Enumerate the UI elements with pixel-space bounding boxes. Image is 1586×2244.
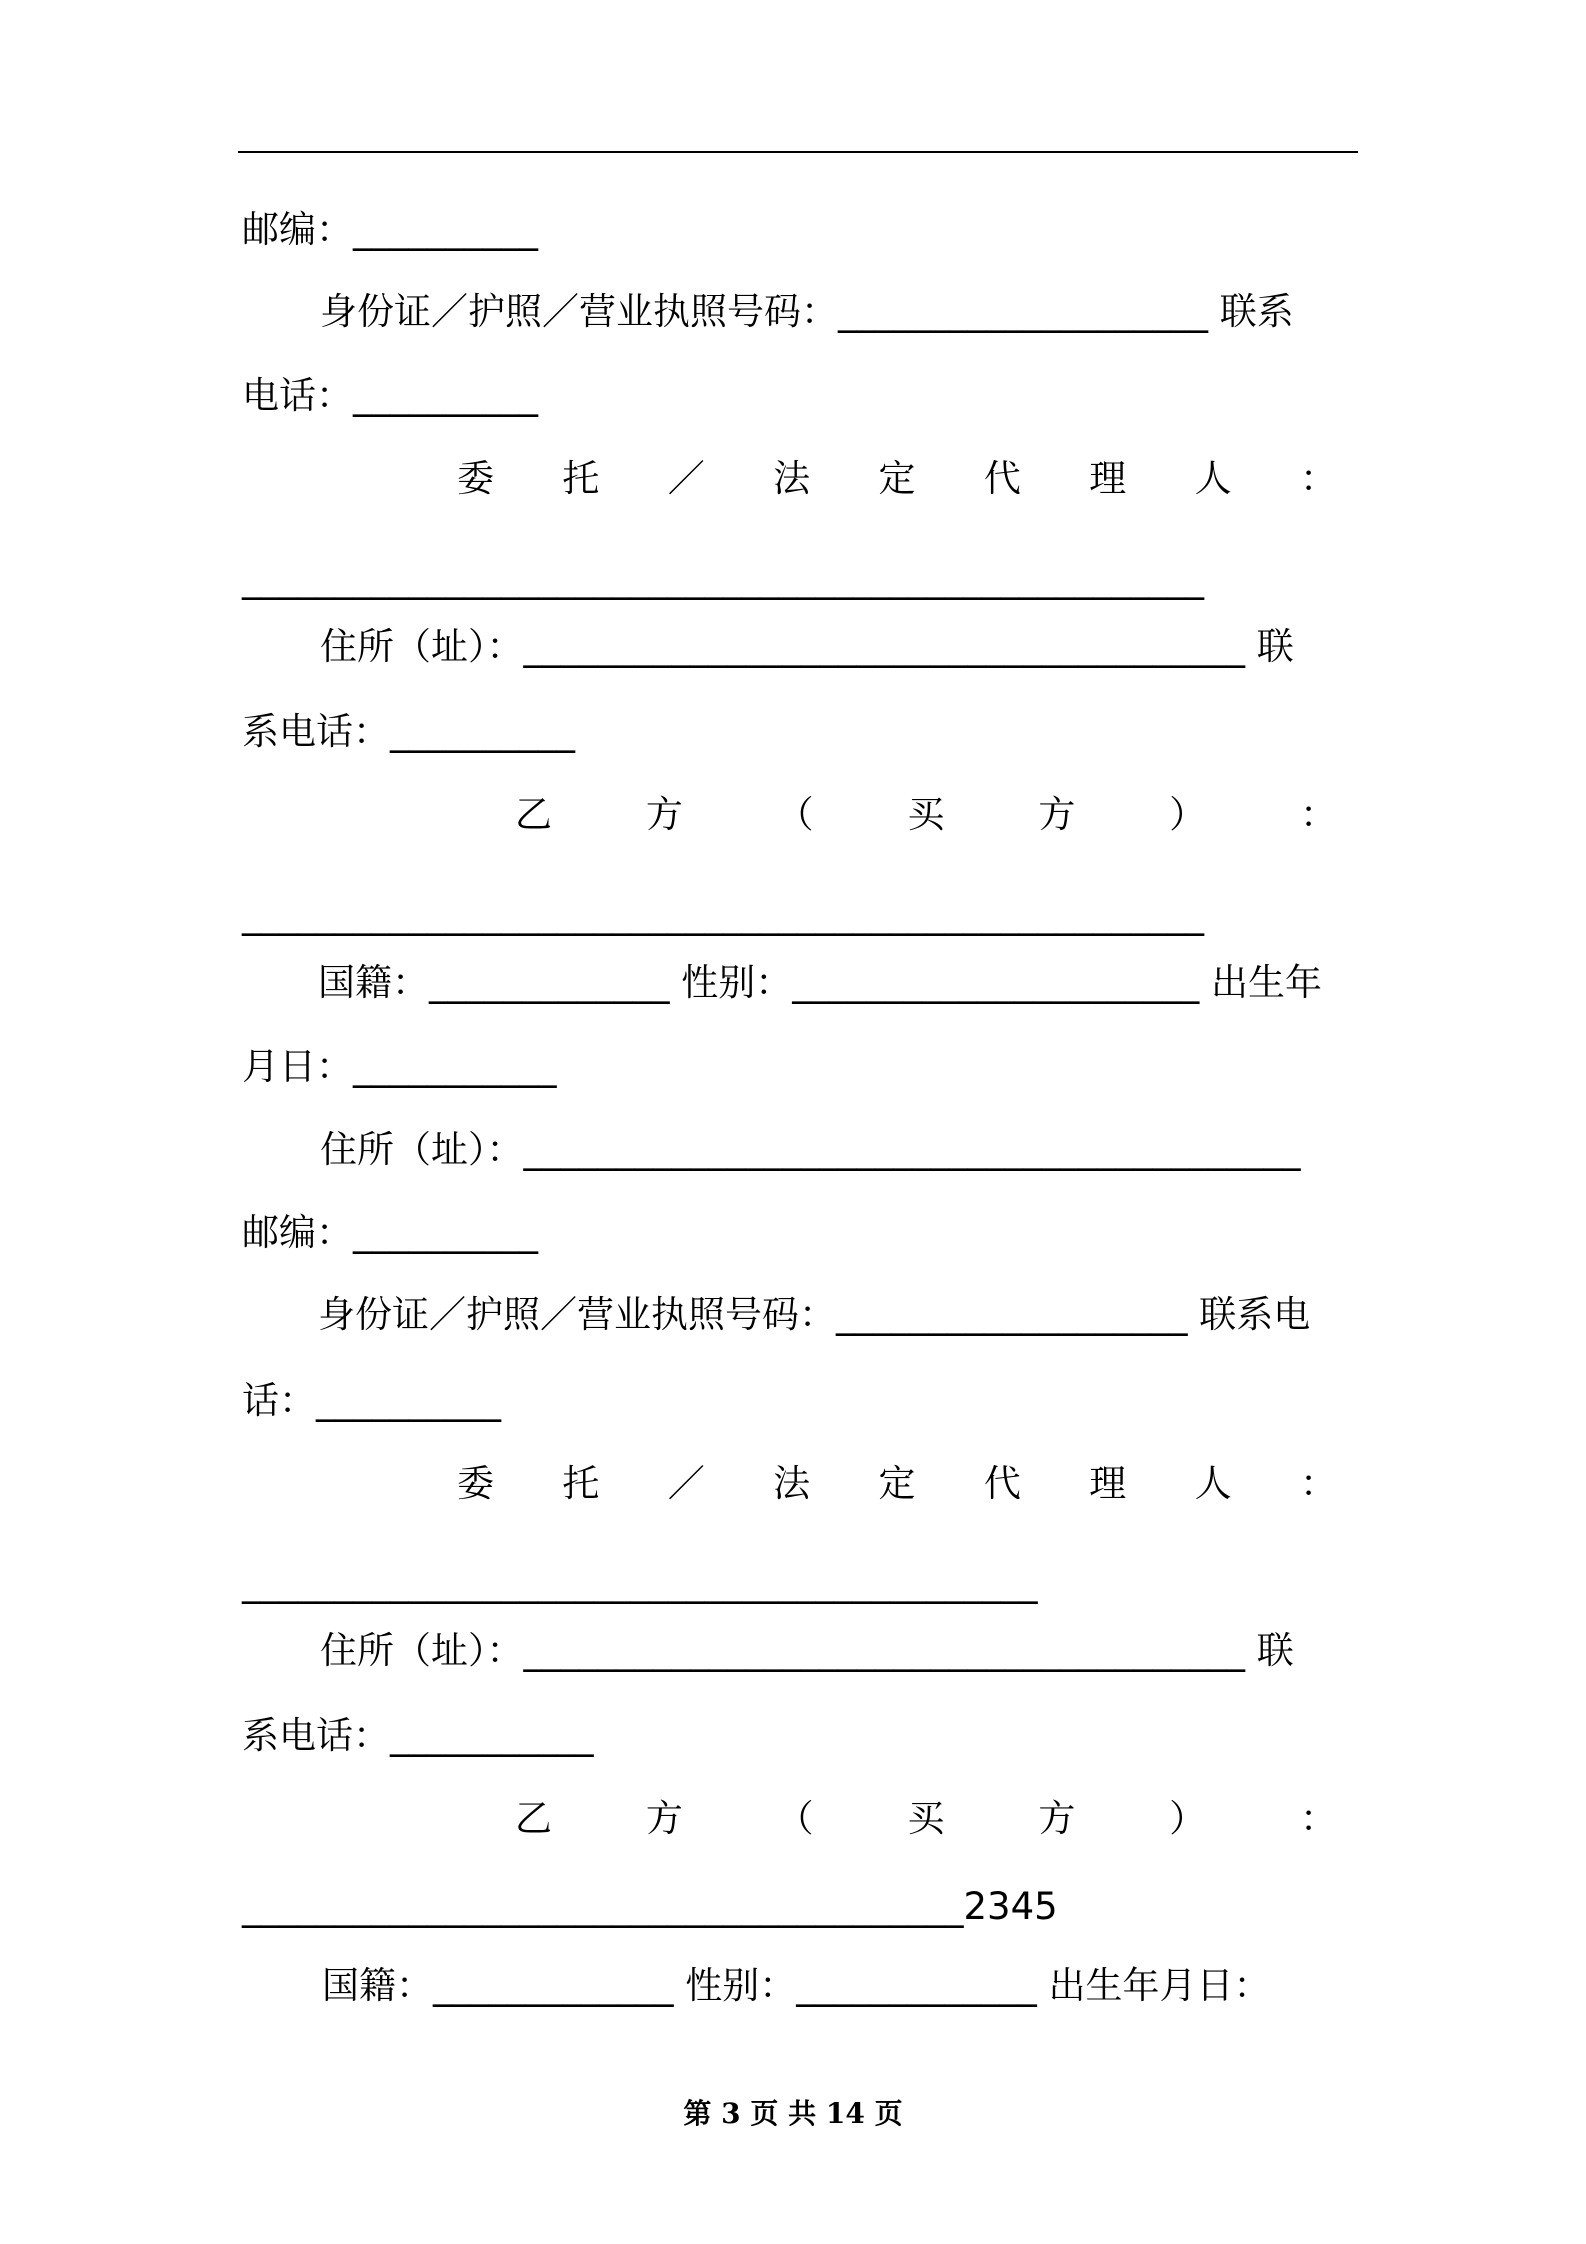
agent-name-blank: ___________________________________________ bbox=[242, 1561, 1038, 1604]
buyer-heading-char: ） bbox=[1169, 1797, 1207, 1840]
agent-heading-char: 代 bbox=[983, 457, 1021, 500]
buyer-name-blank: ____________________________________________________ bbox=[242, 893, 1204, 936]
birthdate-line: 月日：___________ bbox=[242, 1045, 557, 1088]
phone-line: 电话：__________ bbox=[242, 374, 538, 417]
agent-heading-char: 人 bbox=[1194, 1462, 1232, 1505]
agent-heading-char: 定 bbox=[878, 457, 916, 500]
agent-heading-char: 委 bbox=[457, 457, 494, 500]
buyer-name-blank: _______________________________________2345 bbox=[242, 1885, 1058, 1928]
nationality-line: 国籍：_____________ 性别：______________________ 出生年 bbox=[318, 961, 1323, 1004]
agent-heading-char: 定 bbox=[878, 1462, 916, 1505]
buyer-heading-char: 方 bbox=[1038, 793, 1076, 836]
agent-heading-char: ： bbox=[1300, 1462, 1337, 1505]
buyer-heading bbox=[515, 1796, 1337, 1842]
postcode-line: 邮编：__________ bbox=[242, 208, 538, 251]
agent-heading-char: 托 bbox=[562, 457, 600, 500]
buyer-heading bbox=[515, 792, 1337, 838]
agent-heading bbox=[457, 456, 1337, 502]
buyer-heading-char: ： bbox=[1299, 1797, 1337, 1840]
agent-heading bbox=[457, 1461, 1337, 1507]
buyer-heading-char: 方 bbox=[645, 1797, 683, 1840]
address-line: 住所（址）：_______________________________________ 联 bbox=[320, 625, 1294, 668]
id-number-line: 身份证／护照／营业执照号码：____________________ 联系 bbox=[320, 290, 1294, 333]
agent-heading-char: 理 bbox=[1089, 457, 1127, 500]
buyer-heading-char: ： bbox=[1299, 793, 1337, 836]
buyer-heading-char: 买 bbox=[907, 1797, 945, 1840]
buyer-heading-char: ） bbox=[1169, 793, 1207, 836]
buyer-heading-char: 方 bbox=[1038, 1797, 1076, 1840]
agent-heading-char: 法 bbox=[773, 1462, 811, 1505]
buyer-heading-char: （ bbox=[776, 793, 814, 836]
buyer-heading-char: （ bbox=[776, 1797, 814, 1840]
agent-heading-char: ／ bbox=[667, 1462, 705, 1505]
postcode-line: 邮编：__________ bbox=[242, 1211, 538, 1254]
nationality-line: 国籍：_____________ 性别：_____________ 出生年月日： bbox=[322, 1964, 1271, 2007]
header-rule bbox=[238, 151, 1358, 153]
agent-heading-char: 人 bbox=[1194, 457, 1232, 500]
agent-heading-char: 代 bbox=[983, 1462, 1021, 1505]
agent-heading-char: 法 bbox=[773, 457, 811, 500]
buyer-heading-char: 方 bbox=[645, 793, 683, 836]
page-footer: 第 3 页 共 14 页 bbox=[683, 2097, 903, 2130]
agent-heading-char: 委 bbox=[457, 1462, 494, 1505]
agent-name-blank: ____________________________________________________ bbox=[242, 557, 1204, 600]
agent-heading-char: 理 bbox=[1089, 1462, 1127, 1505]
buyer-heading-char: 乙 bbox=[515, 1797, 552, 1840]
address-line: 住所（址）：__________________________________________ bbox=[320, 1128, 1301, 1171]
phone-line: 系电话：__________ bbox=[242, 710, 575, 753]
agent-heading-char: 托 bbox=[562, 1462, 600, 1505]
agent-heading-char: ／ bbox=[667, 457, 705, 500]
agent-heading-char: ： bbox=[1300, 457, 1337, 500]
buyer-heading-char: 乙 bbox=[515, 793, 552, 836]
id-number-line: 身份证／护照／营业执照号码：___________________ 联系电 bbox=[318, 1293, 1311, 1336]
address-line: 住所（址）：_______________________________________ 联 bbox=[320, 1629, 1294, 1672]
phone-line: 系电话：___________ bbox=[242, 1714, 594, 1757]
phone-line: 话：__________ bbox=[242, 1379, 501, 1422]
buyer-heading-char: 买 bbox=[907, 793, 945, 836]
